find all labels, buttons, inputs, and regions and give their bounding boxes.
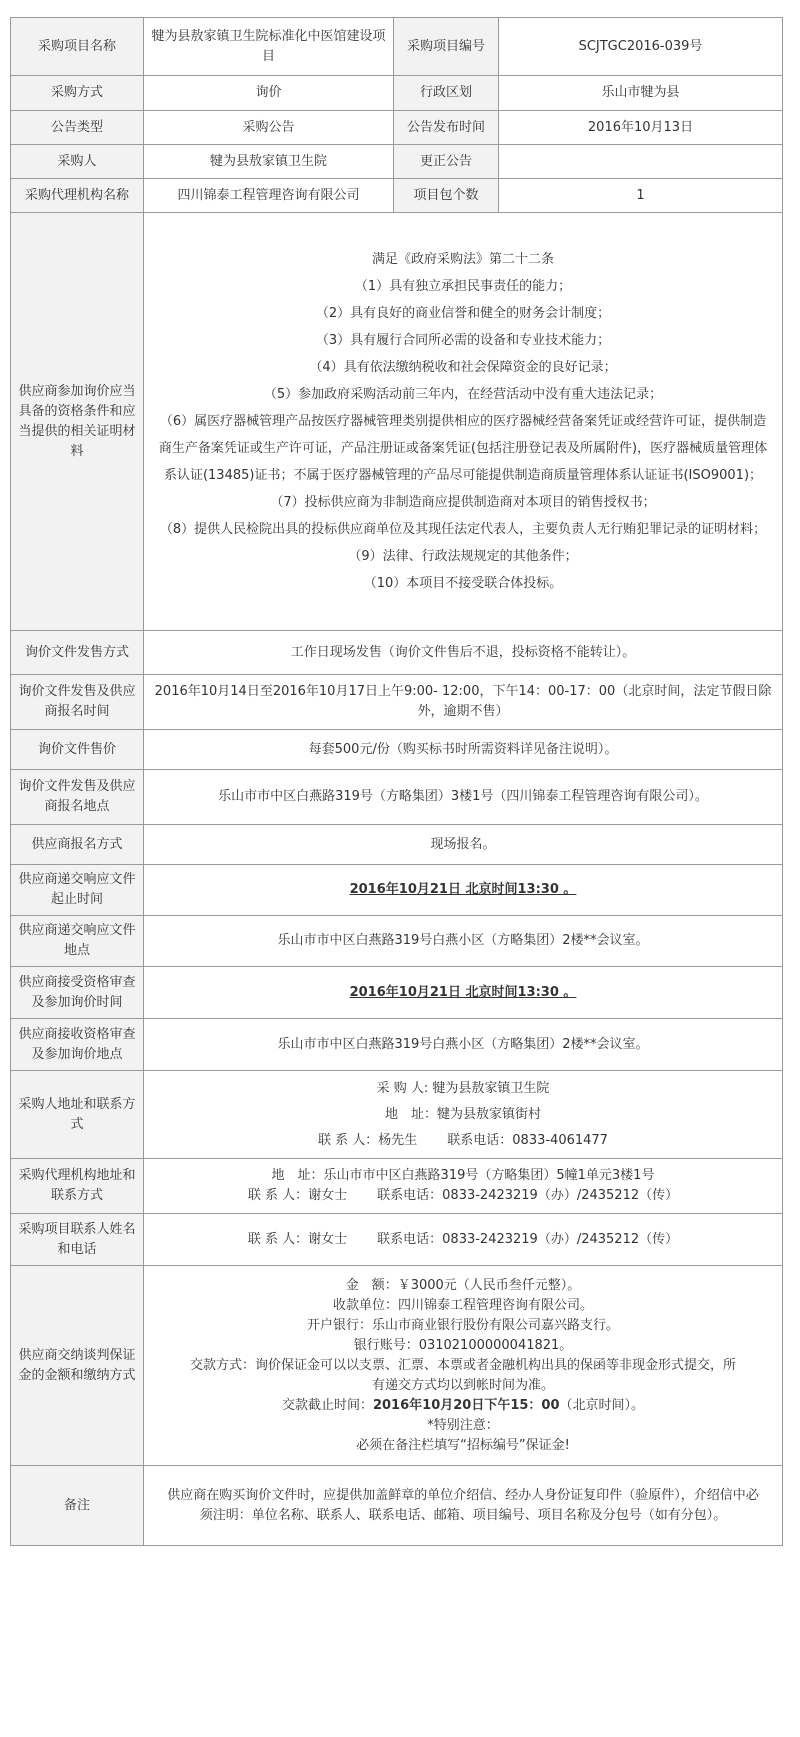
qualification-line: （5）参加政府采购活动前三年内，在经营活动中没有重大违法记录； [263,387,663,402]
price-value: 每套500元/份（购买标书时所需资料详见备注说明）。 [144,730,783,770]
deposit-deadline-prefix: 交款截止时间： [281,1397,373,1413]
submit-time-value: 2016年10月21日 北京时间13:30 。 [349,882,577,897]
agency-contact-address: 地 址：乐山市市中区白燕路319号（方略集团）5幢1单元3楼1号 [271,1168,655,1183]
remark-label: 备注 [11,1466,144,1546]
table-row [11,18,783,76]
review-place-label: 供应商接收资格审查及参加询价地点 [11,1019,144,1071]
table-row [11,179,783,213]
table-row [11,770,783,825]
qualification-line: （6）属医疗器械管理产品按医疗器械管理类别提供相应的医疗器械经营备案凭证或经营许可证，提供制造商生产备案凭证或生产许可证，产品注册证或备案凭证(包括注册登记表及所属附件)，医疗器械质量管理体系认证(13485)证书；不属于医疗器械管理的产品尽可能提供制造商质量管理体系认证证书(ISO9001)； [158,414,768,483]
agency-contact-phone: 联系电话：0833-2423219（办）/2435212（传） [377,1188,679,1203]
deposit-deadline-line [184,1396,742,1416]
procurement-table [10,17,783,1546]
buyer-contact-person: 联 系 人：杨先生 [318,1132,418,1148]
correction-label: 更正公告 [394,145,499,179]
buyer-contact-buyer: 采 购 人: 犍为县敖家镇卫生院 [376,1080,550,1096]
table-row [11,1266,783,1466]
deposit-deadline-suffix: （北京时间）。 [559,1397,645,1413]
qualification-line: （4）具有依法缴纳税收和社会保障资金的良好记录； [309,360,617,375]
review-time-label: 供应商接受资格审查及参加询价时间 [11,967,144,1019]
table-row [11,967,783,1019]
buyer-contact-label: 采购人地址和联系方式 [11,1071,144,1159]
qualification-line: （2）具有良好的商业信誉和健全的财务会计制度； [315,306,611,321]
project-no-label: 采购项目编号 [394,18,499,76]
buyer-label: 采购人 [11,145,144,179]
project-no-value: SCJTGC2016-039号 [499,18,783,76]
buyer-value: 犍为县敖家镇卫生院 [144,145,394,179]
qualifications-label: 供应商参加询价应当具备的资格条件和应当提供的相关证明材料 [11,213,144,631]
submit-place-value: 乐山市市中区白燕路319号白燕小区（方略集团）2楼**会议室。 [144,916,783,967]
qualification-line: （8）提供人民检院出具的投标供应商单位及其现任法定代表人，主要负责人无行贿犯罪记录的证明材料； [159,522,767,537]
table-row [11,145,783,179]
qualification-line: （3）具有履行合同所必需的设备和专业技术能力； [315,333,611,348]
region-label: 行政区划 [394,76,499,111]
deposit-payee: 收款单位：四川锦泰工程管理咨询有限公司。 [332,1297,593,1313]
deposit-note-title: *特别注意： [427,1417,499,1433]
signup-label: 供应商报名方式 [11,825,144,865]
agency-value: 四川锦泰工程管理咨询有限公司 [144,179,394,213]
packages-value: 1 [499,179,783,213]
buyer-contact-phone: 联系电话：0833-4061477 [447,1132,608,1148]
table-row [11,730,783,770]
submit-time-cell [144,865,783,916]
notice-type-label: 公告类型 [11,111,144,145]
table-row [11,1214,783,1266]
table-row [11,631,783,675]
project-contact-phone: 联系电话：0833-2423219（办）/2435212（传） [377,1231,679,1247]
method-label: 采购方式 [11,76,144,111]
table-row [11,1019,783,1071]
deposit-account: 银行账号：03102100000041821。 [353,1337,573,1353]
project-contact-person: 联 系 人：谢女士 [247,1231,348,1247]
deposit-amount: 金 额：￥3000元（人民币叁仟元整）。 [345,1277,581,1293]
table-row [11,1466,783,1546]
project-name-value: 犍为县敖家镇卫生院标准化中医馆建设项目 [144,18,394,76]
agency-contact-block [144,1159,783,1214]
table-row [11,111,783,145]
deposit-note: 必须在备注栏填写“招标编号”保证金! [356,1437,570,1453]
packages-label: 项目包个数 [394,179,499,213]
publish-time-label: 公告发布时间 [394,111,499,145]
buyer-contact-address: 地 址：犍为县敖家镇街村 [384,1106,541,1122]
method-value: 询价 [144,76,394,111]
sale-time-value: 2016年10月14日至2016年10月17日上午9:00- 12:00，下午14：00-17：00（北京时间，法定节假日除外，逾期不售） [144,675,783,730]
table-row [11,865,783,916]
deposit-label: 供应商交纳谈判保证金的金额和缴纳方式 [11,1266,144,1466]
sale-place-value: 乐山市市中区白燕路319号（方略集团）3楼1号（四川锦泰工程管理咨询有限公司）。 [144,770,783,825]
table-row [11,76,783,111]
table-row [11,1159,783,1214]
deposit-block [144,1266,783,1466]
qualifications-list [144,213,783,631]
review-time-cell [144,967,783,1019]
agency-label: 采购代理机构名称 [11,179,144,213]
project-name-label: 采购项目名称 [11,18,144,76]
publish-time-value: 2016年10月13日 [499,111,783,145]
qualification-line: （10）本项目不接受联合体投标。 [363,576,563,591]
table-row [11,916,783,967]
region-value: 乐山市犍为县 [499,76,783,111]
submit-place-label: 供应商递交响应文件地点 [11,916,144,967]
project-contact-block [144,1214,783,1266]
sale-method-label: 询价文件发售方式 [11,631,144,675]
table-row [11,675,783,730]
buyer-contact-block [144,1071,783,1159]
table-row [11,825,783,865]
sale-time-label: 询价文件发售及供应商报名时间 [11,675,144,730]
agency-contact-person-line [150,1186,776,1206]
submit-time-label: 供应商递交响应文件起止时间 [11,865,144,916]
deposit-bank: 开户银行：乐山市商业银行股份有限公司嘉兴路支行。 [306,1317,619,1333]
price-label: 询价文件售价 [11,730,144,770]
project-contact-label: 采购项目联系人姓名和电话 [11,1214,144,1266]
remark-value: 供应商在购买询价文件时，应提供加盖鲜章的单位介绍信、经办人身份证复印件（验原件），介绍信中必须注明：单位名称、联系人、联系电话、邮箱、项目编号、项目名称及分包号（如有分包）。 [144,1466,783,1546]
table-row [11,213,783,631]
qualification-line: （1）具有独立承担民事责任的能力； [354,279,572,294]
deposit-deadline: 2016年10月20日下午15：00 [372,1397,560,1413]
buyer-contact-person-line [150,1128,776,1154]
sale-method-value: 工作日现场发售（询价文件售后不退，投标资格不能转让）。 [144,631,783,675]
signup-value: 现场报名。 [144,825,783,865]
qualification-line: （9）法律、行政法规规定的其他条件； [348,549,578,564]
qualification-line: 满足《政府采购法》第二十二条 [371,252,554,267]
review-time-value: 2016年10月21日 北京时间13:30 。 [349,984,577,1000]
correction-value [499,145,783,179]
notice-type-value: 采购公告 [144,111,394,145]
sale-place-label: 询价文件发售及供应商报名地点 [11,770,144,825]
table-row [11,1071,783,1159]
agency-contact-label: 采购代理机构地址和联系方式 [11,1159,144,1214]
review-place-value: 乐山市市中区白燕路319号白燕小区（方略集团）2楼**会议室。 [144,1019,783,1071]
agency-contact-person: 联 系 人：谢女士 [247,1188,348,1203]
deposit-method: 交款方式：询价保证金可以以支票、汇票、本票或者金融机构出具的保函等非现金形式提交，所有递交方式均以到帐时间为准。 [189,1357,736,1393]
qualification-line: （7）投标供应商为非制造商应提供制造商对本项目的销售授权书； [270,495,656,510]
